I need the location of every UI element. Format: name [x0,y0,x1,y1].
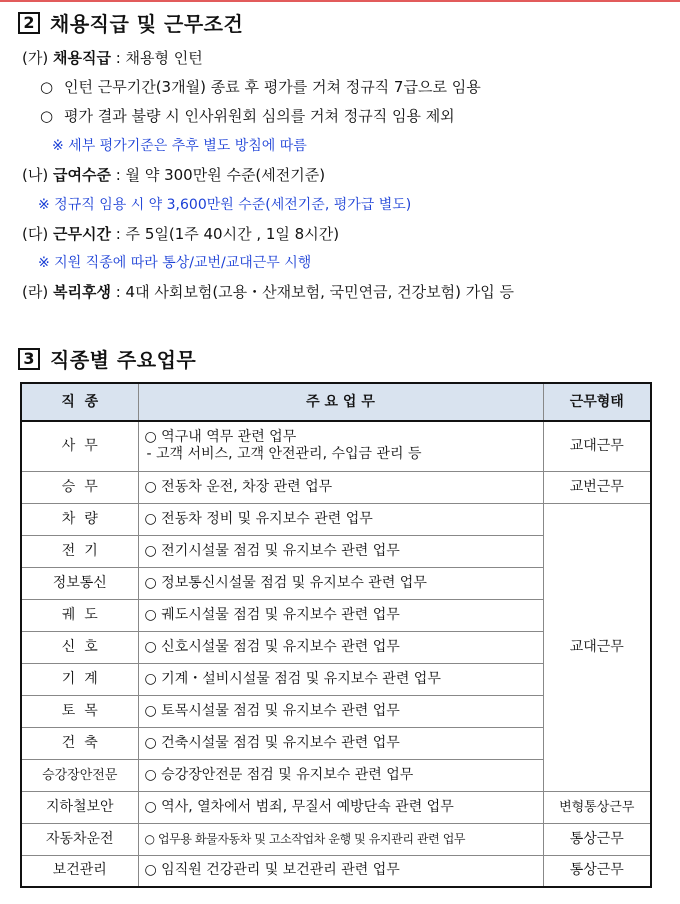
item-ra-text: : 4대 사회보험(고용・산재보험, 국민연금, 건강보험) 가입 등 [115,283,514,301]
duty-cell: ○ 임직원 건강관리 및 보건관리 관련 업무 [138,855,543,887]
table-row [21,421,651,471]
section-3-title: 직종별 주요업무 [50,348,197,372]
job-cell: 차 량 [21,503,138,535]
top-divider [0,0,680,2]
job-cell: 자동차운전 [21,823,138,855]
item-ga [22,48,203,68]
duty-cell: ○ 역사, 열차에서 범죄, 무질서 예방단속 관련 업무 [138,791,543,823]
job-cell: 승 무 [21,471,138,503]
item-na-prefix: (나) [22,166,49,184]
duty-cell: ○ 승강장안전문 점검 및 유지보수 관련 업무 [138,759,543,791]
item-na [22,165,325,185]
ga-bullet-1 [40,77,481,97]
table-row [21,855,651,887]
item-na-label: 급여수준 [52,166,111,184]
table-row [21,471,651,503]
item-ga-label: 채용직급 [52,49,111,67]
item-da [22,224,339,244]
duty-cell: ○ 정보통신시설물 점검 및 유지보수 관련 업무 [138,567,543,599]
item-ga-prefix: (가) [22,49,49,67]
duty-subtext: - 고객 서비스, 고객 안전관리, 수입금 관리 등 [146,446,422,463]
section-2-header [18,8,243,37]
job-cell: 승강장안전문 [21,759,138,791]
form-cell: 통상근무 [543,855,651,887]
header-job: 직 종 [21,383,138,421]
table-row [21,823,651,855]
na-note: ※ 정규직 임용 시 약 3,600만원 수준(세전기준, 평가급 별도) [38,197,412,213]
da-note: ※ 지원 직종에 따라 통상/교번/교대근무 시행 [38,255,312,271]
job-cell: 사 무 [21,421,138,471]
form-cell: 변형통상근무 [543,791,651,823]
duty-cell: ○ 토목시설물 점검 및 유지보수 관련 업무 [138,695,543,727]
job-cell: 전 기 [21,535,138,567]
job-cell: 궤 도 [21,599,138,631]
duty-text: ○ 역구내 역무 관련 업무 [144,429,297,446]
duty-cell: ○ 전동차 운전, 차장 관련 업무 [138,471,543,503]
form-cell: 교번근무 [543,471,651,503]
job-cell: 건 축 [21,727,138,759]
section-3-number: 3 [18,348,40,370]
job-cell: 기 계 [21,663,138,695]
table-row [21,791,651,823]
form-cell-merged: 교대근무 [543,503,651,791]
item-ga-text: : 채용형 인턴 [115,49,203,67]
item-da-prefix: (다) [22,225,49,243]
form-cell: 교대근무 [543,421,651,471]
duty-cell: ○ 기계・설비시설물 점검 및 유지보수 관련 업무 [138,663,543,695]
item-ra-prefix: (라) [22,283,49,301]
ga-note: ※ 세부 평가기준은 추후 별도 방침에 따름 [52,138,307,154]
duty-cell: ○ 건축시설물 점검 및 유지보수 관련 업무 [138,727,543,759]
duty-cell: ○ 전기시설물 점검 및 유지보수 관련 업무 [138,535,543,567]
bullet-circle: ○ [40,107,54,125]
item-da-label: 근무시간 [52,225,111,243]
section-2-title: 채용직급 및 근무조건 [50,12,244,36]
duty-cell: ○ 궤도시설물 점검 및 유지보수 관련 업무 [138,599,543,631]
item-ra-label: 복리후생 [52,283,111,301]
ga-bullet-2-text: 평가 결과 불량 시 인사위원회 심의를 거쳐 정규직 임용 제외 [64,107,455,125]
job-cell: 토 목 [21,695,138,727]
table-header-row [21,383,651,421]
item-na-text: : 월 약 300만원 수준(세전기준) [115,166,326,184]
duty-cell: ○ 전동차 정비 및 유지보수 관련 업무 [138,503,543,535]
duty-cell: ○ 신호시설물 점검 및 유지보수 관련 업무 [138,631,543,663]
job-cell: 지하철보안 [21,791,138,823]
item-ra [22,282,514,302]
form-cell: 통상근무 [543,823,651,855]
header-form: 근무형태 [543,383,651,421]
ga-bullet-1-text: 인턴 근무기간(3개월) 종료 후 평가를 거쳐 정규직 7급으로 임용 [64,78,481,96]
ga-bullet-2 [40,106,455,126]
duty-cell: ○ 업무용 화물자동차 및 고소작업차 운행 및 유지관리 관련 업무 [138,823,543,855]
header-duty: 주 요 업 무 [138,383,543,421]
table-row [21,503,651,535]
section-3-header [18,344,196,373]
bullet-circle: ○ [40,78,54,96]
duty-table [20,382,652,888]
duty-cell [138,421,543,471]
section-2-number: 2 [18,12,40,34]
job-cell: 정보통신 [21,567,138,599]
job-cell: 보건관리 [21,855,138,887]
job-cell: 신 호 [21,631,138,663]
item-da-text: : 주 5일(1주 40시간 , 1일 8시간) [115,225,340,243]
